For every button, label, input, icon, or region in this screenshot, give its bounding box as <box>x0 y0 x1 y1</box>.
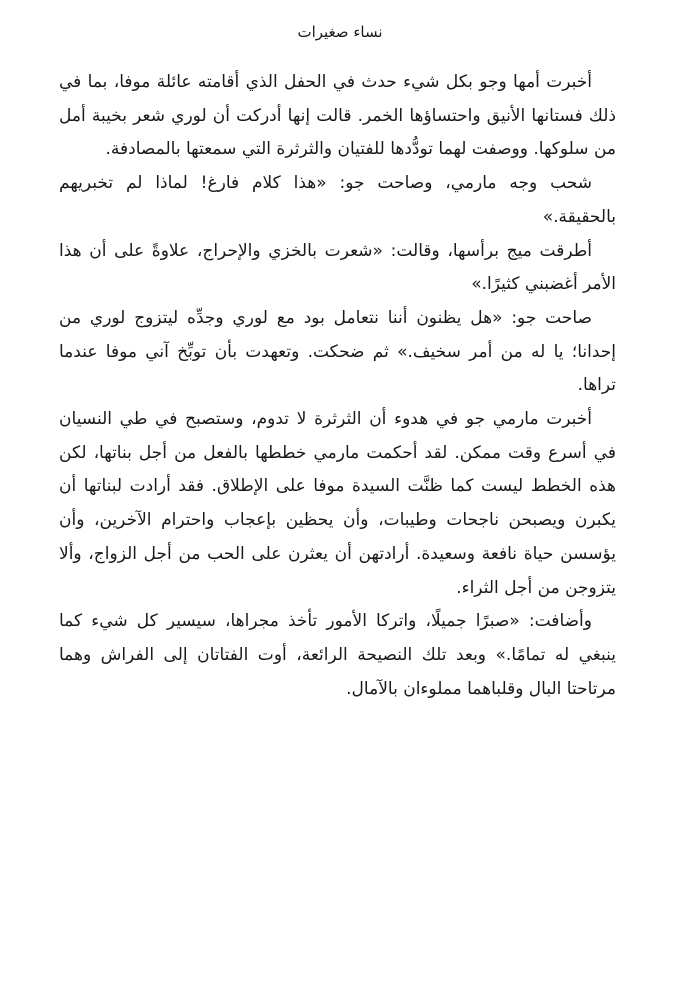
paragraph: أطرقت ميج برأسها، وقالت: «شعرت بالخزي والإحراج، علاوةً على أن هذا الأمر أغضبني كثيرًا.» <box>59 240 616 295</box>
paragraph: شحب وجه مارمي، وصاحت جو: «هذا كلام فارغ! لماذا لم تخبريهم بالحقيقة.» <box>59 173 616 227</box>
paragraph: أخبرت مارمي جو في هدوء أن الثرثرة لا تدوم، وستصبح في طي النسيان في أسرع وقت ممكن. لقد أحكمت مارمي خططها بالفعل من أجل بناتها، لكن هذه الخطط ليست كما ظنَّت السيدة موفا على الإطلاق. فقد أرادت لبناتها أن يكبرن ويصبحن ناجحات وطيبات، وأن يحظين بإعجاب واحترام الآخرين، وأن يؤسسن حياة نافعة وسعيدة. أرادتهن أن يعثرن على الحب من أجل الزواج، وألا يتزوجن من أجل الثراء. <box>59 409 616 598</box>
paragraph: وأضافت: «صبرًا جميلًا، واتركا الأمور تأخذ مجراها، سيسير كل شيء كما ينبغي له تمامًا.» وبعد تلك النصيحة الرائعة، أوت الفتاتان إلى الفراش وهما مرتاحتا البال وقلباهما مملوءان بالآمال. <box>59 611 616 699</box>
paragraph: أخبرت أمها وجو بكل شيء حدث في الحفل الذي أقامته عائلة موفا، بما في ذلك فستانها الأنيق واحتساؤها الخمر. قالت إنها أدركت أن لوري شعر بخيبة أمل من سلوكها. ووصفت لهما تودُّدها للفتيان والثرثرة التي سمعتها بالمصادفة. <box>59 72 616 160</box>
body-text <box>59 66 616 706</box>
running-header: نساء صغيرات <box>297 23 383 41</box>
paragraph: صاحت جو: «هل يظنون أننا نتعامل بود مع لوري وجدِّه ليتزوج لوري من إحدانا؛ يا له من أمر سخيف.» ثم ضحكت. وتعهدت بأن توبِّخ آني موفا عندما تراها. <box>59 307 616 396</box>
